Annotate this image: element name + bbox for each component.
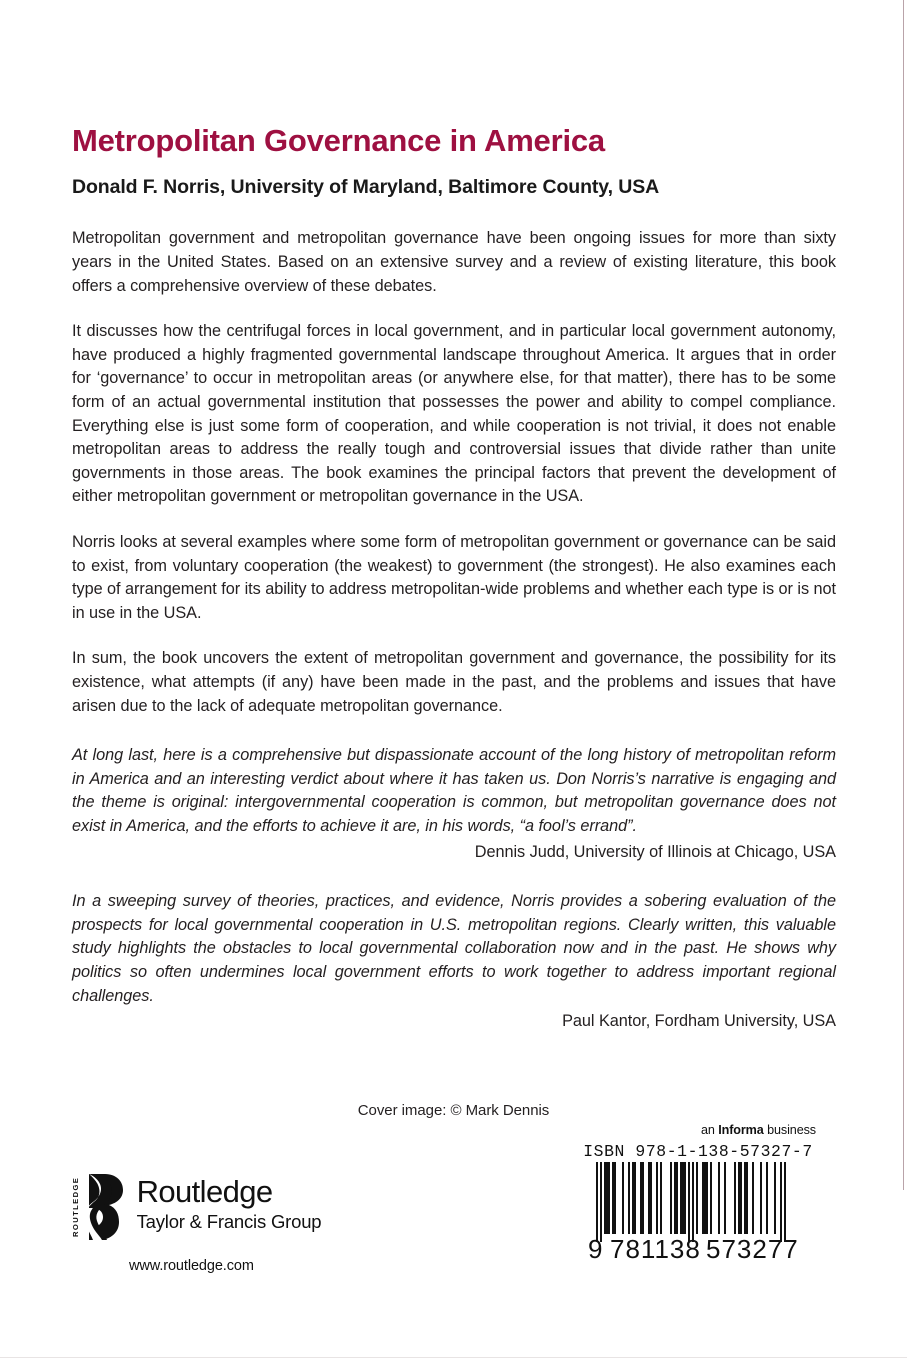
blurb-paragraph-4: In sum, the book uncovers the extent of metropolitan government and governance, the possibility for its existence, what attempts (if any) have been made in the past, and the problems and issues that have arisen due to the lack of adequate metropolitan governance. bbox=[72, 649, 836, 715]
endorsement-attribution-2: Paul Kantor, Fordham University, USA bbox=[562, 1012, 836, 1031]
endorsement-attribution-1: Dennis Judd, University of Illinois at Chicago, USA bbox=[474, 842, 836, 861]
endorsement-quote-2: In a sweeping survey of theories, practices, and evidence, Norris provides a sobering evaluation of the prospects for local governmental cooperation in U.S. metropolitan regions. Clearly written, this valuable study highlights the obstacles to local governmental collaboration now and in the past. He shows why politics so often undermines local government efforts to work together to address important regional challenges. bbox=[72, 892, 836, 1005]
informa-business-line bbox=[578, 1124, 818, 1138]
informa-brand: Informa bbox=[718, 1123, 764, 1137]
routledge-website-url: www.routledge.com bbox=[129, 1258, 254, 1274]
endorsement-quote-1: At long last, here is a comprehensive but dispassionate account of the long history of metropolitan reform in America and an interesting verdict about where it has taken us. Don Norris’s narrative is engaging and the theme is original: intergovernmental cooperation is common, but metropolitan governance does not exist in America, and the efforts to achieve it are, in his words, “a fool’s errand”. bbox=[72, 746, 836, 835]
ean-digit-left: 9 bbox=[588, 1233, 603, 1262]
cover-image-credit: Cover image: © Mark Dennis bbox=[357, 1102, 550, 1119]
page-edge-line-right bbox=[903, 0, 904, 1190]
routledge-logo-row bbox=[72, 1172, 372, 1242]
ean13-barcode-icon bbox=[578, 1162, 818, 1262]
routledge-logo-block bbox=[72, 1172, 372, 1274]
informa-prefix: an bbox=[700, 1123, 719, 1137]
blurb-paragraph-2: It discusses how the centrifugal forces in local government, and in particular local government autonomy, have produced a highly fragmented governmental landscape throughout America. It argues that in order for ‘governance’ to occur in metropolitan areas (or anywhere else, for that matter), there has to be some form of an actual governmental institution that possesses the power and ability to compel compliance. Everything else is just some form of cooperation, and while cooperation is not trivial, it does not enable metropolitan areas to address the really tough and controversial issues that divide rather than unite governments in those areas. The book examines the principal factors that prevent the development of either metropolitan government or metropolitan governance in the USA. bbox=[72, 322, 836, 506]
blurb-paragraph-3: Norris looks at several examples where some form of metropolitan government or governance can be said to exist, from voluntary cooperation (the weakest) to government (the strongest). He also examines each type of arrangement for its ability to address metropolitan-wide problems and whether each type is or is not in use in the USA. bbox=[72, 533, 836, 622]
routledge-wordmark bbox=[137, 1172, 322, 1232]
routledge-r-mark-icon bbox=[83, 1172, 127, 1242]
taylor-francis-group: Taylor & Francis Group bbox=[136, 1211, 322, 1232]
isbn-text: ISBN 978-1-138-57327-7 bbox=[583, 1141, 813, 1161]
book-author-affiliation: Donald F. Norris, University of Maryland, Baltimore County, USA bbox=[72, 176, 660, 199]
page-edge-line-bottom bbox=[0, 1357, 907, 1358]
ean-digit-group-right: 573277 bbox=[706, 1233, 799, 1262]
routledge-name: Routledge bbox=[136, 1174, 273, 1209]
barcode-block bbox=[578, 1124, 818, 1262]
text-column bbox=[72, 0, 836, 1034]
blurb-paragraph-1: Metropolitan government and metropolitan governance have been ongoing issues for more than sixty years in the United States. Based on an extensive survey and a review of existing literature, this book offers a comprehensive overview of these debates. bbox=[72, 229, 836, 295]
book-title: Metropolitan Governance in America bbox=[72, 123, 605, 158]
routledge-vertical-wordmark: ROUTLEDGE bbox=[71, 1176, 80, 1238]
ean-digit-group-mid: 781138 bbox=[610, 1233, 701, 1262]
informa-suffix: business bbox=[763, 1123, 816, 1137]
